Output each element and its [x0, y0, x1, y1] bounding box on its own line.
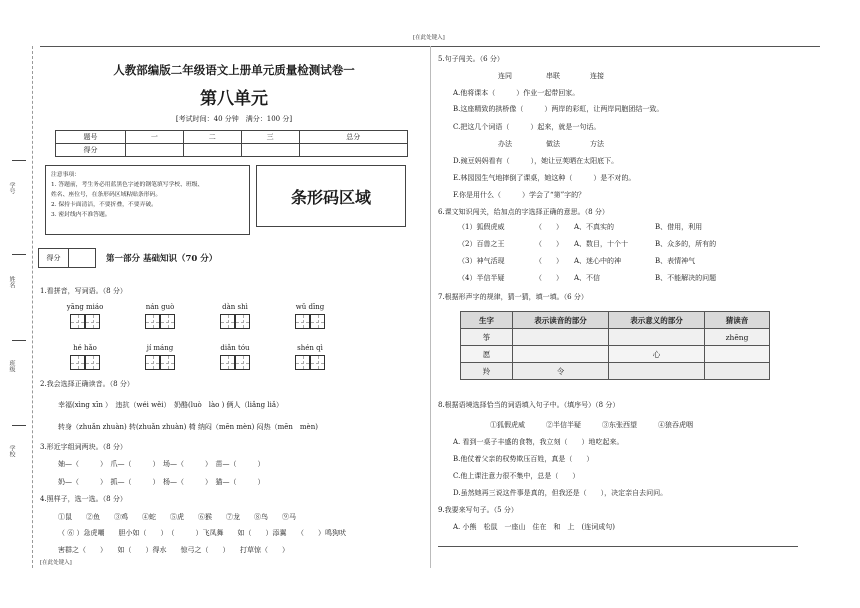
q6-cell: A、数目，十个十 [574, 240, 629, 248]
writing-grid-cell[interactable] [70, 314, 85, 329]
q1-pinyin: diǎn tóu [220, 344, 250, 352]
q6-cell: （4）半信半疑 [458, 274, 505, 282]
q8-title: 8.根据语境选择恰当的词语填入句子中。（填序号）（8 分） [438, 401, 620, 409]
score-cell: 三 [241, 131, 299, 144]
q1-pinyin: hé hǎo [73, 344, 97, 352]
q6-cell: （2）百兽之王 [458, 240, 505, 248]
score-cell[interactable] [299, 144, 407, 157]
q6-cell: A、迷心中的神 [574, 257, 622, 265]
q5-title: 5.句子闯关。（6 分） [438, 55, 504, 63]
q7-header: 表示读音的部分 [513, 312, 609, 329]
q5-sentence: F.你是用什么（ ）学会了“第”字的？ [453, 191, 586, 199]
q1-pinyin: shén qì [297, 344, 323, 352]
q8-sentence: C.他上课注意力很不集中，总是（ ） [453, 472, 580, 480]
q4-title: 4.照样子，选一选。（8 分） [40, 495, 127, 503]
writing-grid-cell[interactable] [295, 314, 310, 329]
q1-pinyin: yāng miáo [66, 303, 104, 311]
side-banji: 班级 [8, 360, 15, 372]
score-cell: 得分 [56, 144, 126, 157]
answer-line[interactable] [438, 546, 798, 547]
q2-line: 转身（zhuǎn zhuàn) 转(zhuǎn zhuàn) 椅 纳闷（mēn mèn) 闷热（mēn mèn) [58, 423, 318, 431]
side-xuexiao: 学校 [8, 445, 15, 457]
q1-pinyin: jí máng [146, 344, 174, 352]
q5-word: 串联 [546, 72, 560, 80]
side-xuehao: 学号 [8, 182, 15, 194]
score-cell[interactable] [126, 144, 184, 157]
q2-line: 幸福(xìng xīn ） 违抗（wéi wěi） 奶酪(luò lào ) 俩人（liǎng liǎ） [58, 401, 284, 409]
q6-cell: B、表情神气 [655, 257, 696, 265]
score-cell[interactable] [241, 144, 299, 157]
q6-cell: A、不信 [574, 274, 601, 282]
binding-line [32, 46, 33, 568]
q7-cell[interactable] [609, 363, 705, 380]
side-banji-line [12, 340, 26, 341]
q5-word: 办法 [498, 140, 512, 148]
writing-grid-cell[interactable] [220, 314, 235, 329]
side-xuexiao-line [12, 425, 26, 426]
unit-title: 第八单元 [200, 89, 268, 109]
writing-grid-cell[interactable] [310, 355, 325, 370]
barcode-area: 条形码区域 [256, 165, 406, 227]
writing-grid-cell[interactable] [145, 355, 160, 370]
q3-title: 3.形近字组词两块。（8 分） [40, 443, 127, 451]
part1-title: 第一部分 基础知识（70 分） [106, 254, 218, 264]
q6-cell[interactable]: （ ） [535, 223, 563, 231]
q6-cell: A、不真实的 [574, 223, 615, 231]
q8-sentence: D.虽然她再三说这件事是真的，但我还是（ ），决定亲自去问问。 [453, 489, 668, 497]
footer-note: [在此处键入] [40, 560, 72, 566]
q8-sentence: B.他仗着父亲的权势欺压百姓，真是（ ） [453, 455, 594, 463]
q5-word: 方法 [590, 140, 604, 148]
q7-cell: 愿 [461, 346, 513, 363]
q5-sentence: D.豌豆妈妈看有（ ），她让豆荚晒在太阳底下。 [453, 157, 619, 165]
notice-box [45, 165, 250, 235]
q5-word: 连同 [498, 72, 512, 80]
writing-grid-cell[interactable] [85, 314, 100, 329]
score-cell: 总分 [299, 131, 407, 144]
writing-grid-cell[interactable] [310, 314, 325, 329]
q2-title: 2.我会选择正确读音。（8 分） [40, 380, 134, 388]
q6-cell: B、众多的，所有的 [655, 240, 717, 248]
q4-line: （ ⑥ ）急虎嘲 胆小如（ ） （ ）飞凤舞 如（ ）添翼 （ ）鸣狗吠 [58, 529, 346, 537]
q1-title: 1.看拼音，写词语。（8 分） [40, 287, 127, 295]
q4-line: 害群之（ ） 如（ ）得水 惊弓之（ ） 打草惊（ ） [58, 546, 289, 554]
q5-word: 连接 [590, 72, 604, 80]
q7-header: 生字 [461, 312, 513, 329]
writing-grid-cell[interactable] [295, 355, 310, 370]
q3-line: 奶—（ ） 抓—（ ） 杨—（ ） 猫—（ ） [58, 478, 265, 486]
part1-scorebox [38, 248, 96, 268]
column-divider [430, 46, 431, 568]
notice-line: 1. 答题前，考生务必用蓝黑色字迹的钢笔填写学校、班级、 [51, 182, 204, 188]
q7-header: 表示意义的部分 [609, 312, 705, 329]
writing-grid-cell[interactable] [160, 314, 175, 329]
q7-cell[interactable] [513, 329, 609, 346]
q7-cell[interactable] [513, 346, 609, 363]
score-cell: 一 [126, 131, 184, 144]
q1-pinyin: nán guò [145, 303, 175, 311]
q7-cell: zhēng [705, 329, 770, 346]
q6-cell[interactable]: （ ） [535, 257, 563, 265]
score-table [55, 130, 408, 157]
q7-table [460, 311, 770, 380]
q5-sentence: A.他将课本（ ）作业一起带回家。 [453, 89, 580, 97]
notice-title: 注意事项： [51, 172, 80, 178]
score-cell[interactable] [183, 144, 241, 157]
q7-cell: 心 [609, 346, 705, 363]
q8-options: ①狐假虎威 ②半信半疑 ③东张西望 ④狼吞虎咽 [490, 421, 693, 429]
q7-cell[interactable] [609, 329, 705, 346]
side-xingming: 姓名 [8, 276, 15, 288]
side-xuehao-line [12, 160, 26, 161]
q4-line: ①鼠 ②鱼 ③鸡 ④蛇 ⑤虎 ⑥猴 ⑦龙 ⑧鸟 ⑨马 [58, 513, 296, 521]
q8-sentence: A. 看到一桌子丰盛的食物，我立刻（ ）地吃起来。 [453, 438, 624, 446]
score-cell: 二 [183, 131, 241, 144]
q7-header: 猜读音 [705, 312, 770, 329]
q6-cell: B、不能解决的问题 [655, 274, 717, 282]
q5-word: 做法 [546, 140, 560, 148]
q6-cell[interactable]: （ ） [535, 274, 563, 282]
notice-line: 2. 保持卡面清洁，不要折叠，不要弄破。 [51, 202, 157, 208]
side-xingming-line [12, 254, 26, 255]
q1-pinyin: wǔ dīng [295, 303, 325, 311]
writing-grid-cell[interactable] [220, 355, 235, 370]
q7-cell: 羚 [461, 363, 513, 380]
q6-title: 6.课文知识闯关，给加点的字选择正确的意思。（8 分） [438, 208, 609, 216]
q7-cell: 令 [513, 363, 609, 380]
q9-sentence: A. 小熊 松鼠 一座山 住在 和 上 (连词成句) [453, 523, 615, 531]
writing-grid-cell[interactable] [235, 314, 250, 329]
notice-line: 姓名、座位号，在条形码区域粘贴条形码。 [51, 192, 162, 198]
q9-title: 9.我要来写句子。（5 分） [438, 506, 518, 514]
part1-score-label: 得分 [39, 249, 69, 267]
notice-line: 3. 密封线内不准答题。 [51, 212, 111, 218]
q1-pinyin: dàn shì [222, 303, 248, 311]
q6-cell: （1）狐假虎威 [458, 223, 505, 231]
writing-grid-cell[interactable] [85, 355, 100, 370]
writing-grid-cell[interactable] [235, 355, 250, 370]
q5-sentence: B.这座精致的拱桥像（ ）两岸的彩虹，让两岸同胞团结一致。 [453, 105, 664, 113]
q7-title: 7.根据形声字的规律，猜一猜，填一填。（6 分） [438, 293, 588, 301]
q3-line: 妯—（ ） 爪—（ ） 场—（ ） 苗—（ ） [58, 460, 265, 468]
q5-sentence: E.林园园生气地摔倒了课桌，她这种（ ）是不对的。 [453, 174, 636, 182]
q6-cell: B、借用，利用 [655, 223, 703, 231]
exam-info: [考试时间：40 分钟 满分：100 分] [175, 115, 293, 123]
q7-cell[interactable] [705, 346, 770, 363]
header-note: [在此处键入] [413, 35, 445, 41]
exam-title: 人教部编版二年级语文上册单元质量检测试卷一 [113, 63, 355, 77]
q7-cell[interactable] [705, 363, 770, 380]
score-cell: 题号 [56, 131, 126, 144]
q6-cell: （3）神气活现 [458, 257, 505, 265]
q6-cell[interactable]: （ ） [535, 240, 563, 248]
writing-grid-cell[interactable] [160, 355, 175, 370]
writing-grid-cell[interactable] [70, 355, 85, 370]
q5-sentence: C.把这几个词语（ ）起来，就是一句话。 [453, 123, 601, 131]
writing-grid-cell[interactable] [145, 314, 160, 329]
q7-cell: 筝 [461, 329, 513, 346]
